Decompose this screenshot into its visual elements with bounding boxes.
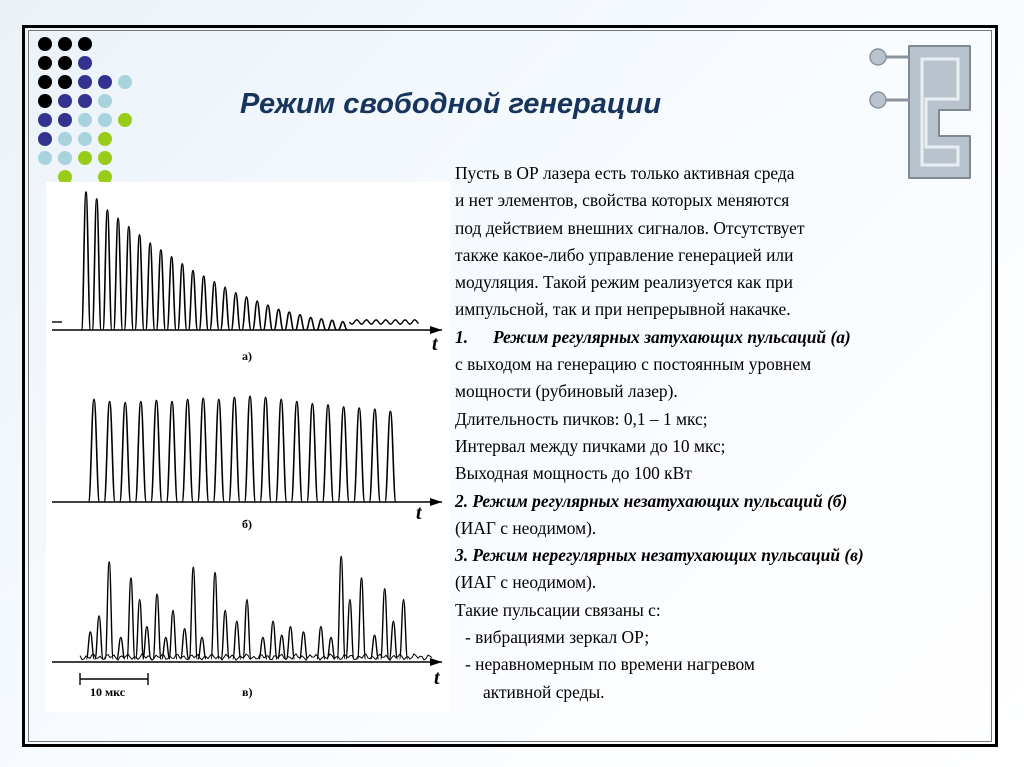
body-line (455, 242, 1000, 269)
decorative-dot (58, 113, 72, 127)
chart-c-pulse (278, 635, 286, 659)
chart-a-pulse (231, 293, 240, 330)
chart-b-pulse (104, 402, 115, 502)
decorative-dot (98, 132, 112, 146)
chart-a-pulse (178, 264, 187, 330)
decorative-dot (78, 94, 92, 108)
body-line (455, 351, 1000, 378)
body-line-text: Длительность пичков: 0,1 – 1 мкс; (455, 408, 708, 429)
chart-a-pulse (338, 322, 347, 330)
chart-b-pulse (338, 407, 349, 502)
chart-c-pulse (189, 567, 197, 659)
chart-c-pulse (127, 578, 135, 659)
body-line-text: Режим регулярных затухающих пульсаций (а) (493, 326, 851, 347)
chart-c-pulse (117, 637, 125, 659)
body-line-text: мощности (рубиновый лазер). (455, 381, 678, 402)
chart-a-pulse (82, 192, 91, 330)
decorative-dot (38, 113, 52, 127)
chart-c-pulse (143, 627, 151, 659)
chart-c-pulse (136, 600, 144, 659)
body-line-text: - вибрациями зеркал ОР; (465, 627, 650, 648)
chart-a-pulse (167, 257, 176, 330)
chart-c-pulse (300, 632, 308, 659)
chart-c-pulse (317, 627, 325, 659)
body-line (455, 406, 1000, 433)
chart-a-pulse (114, 218, 123, 330)
chart-c-label: в) (242, 685, 253, 699)
body-line (455, 160, 1000, 187)
slide-body-text (455, 160, 1000, 706)
chart-c-pulse (337, 556, 345, 659)
chart-a-pulse (221, 287, 230, 330)
chart-b-pulse (89, 399, 100, 502)
chart-c-pulse (153, 594, 161, 659)
body-line (455, 542, 1000, 569)
body-line (455, 460, 1000, 487)
chart-c-axis-arrow-icon (430, 658, 442, 666)
decorative-dot (98, 94, 112, 108)
chart-b-pulse (229, 397, 240, 502)
decorative-dot (78, 56, 92, 70)
decorative-dot (58, 37, 72, 51)
body-line-text: импульсной, так и при непрерывной накачке. (455, 299, 791, 320)
chart-a-pulse (317, 319, 326, 330)
chart-b-pulse (385, 411, 396, 502)
chart-a-pulse (156, 250, 165, 330)
chart-a-pulse (124, 227, 133, 331)
chart-b-pulse (354, 408, 365, 502)
chart-b-pulse (151, 400, 162, 502)
body-line (455, 187, 1000, 214)
body-line-text: 2. Режим регулярных незатухающих пульсаций (б) (455, 490, 848, 511)
body-line-text: Пусть в ОР лазера есть только активная среда (455, 163, 795, 183)
body-line (455, 296, 1000, 323)
chart-a-pulse (242, 297, 251, 330)
decorative-dot (78, 113, 92, 127)
chart-b-pulse (245, 396, 256, 502)
chart-a-pulse (253, 301, 262, 330)
decorative-dot (78, 37, 92, 51)
chart-a-pulse (285, 312, 294, 330)
body-line-text: (ИАГ с неодимом). (455, 572, 597, 593)
body-line (455, 378, 1000, 405)
chart-c-pulse (169, 610, 177, 659)
slide-title: Режим свободной генерации (240, 88, 662, 120)
chart-b-label: б) (242, 517, 252, 531)
decorative-dot (38, 132, 52, 146)
chart-a-pulse (306, 318, 315, 330)
chart-c-pulse (346, 600, 354, 659)
chart-c-pulse (181, 629, 189, 659)
body-line-text: с выходом на генерацию с постоянным уровнем (455, 354, 812, 375)
chart-a-pulse (103, 210, 112, 330)
decorative-dot (98, 151, 112, 165)
decorative-dot (38, 56, 52, 70)
body-line-text: и нет элементов, свойства которых меняются (455, 190, 790, 211)
chart-c-pulse (211, 573, 219, 659)
chart-c-pulse (371, 635, 379, 659)
decorative-dot (38, 94, 52, 108)
chart-c-scale-label: 10 мкс (90, 685, 126, 699)
chart-a-steady-ripple (350, 320, 419, 324)
chart-c-pulse (389, 621, 397, 659)
chart-c-pulse (269, 621, 277, 659)
decorative-dot (58, 132, 72, 146)
decorative-dot (118, 113, 132, 127)
decorative-dot (58, 151, 72, 165)
chart-c-pulse (327, 637, 335, 659)
oscillogram-plots (46, 182, 450, 712)
decorative-dot (98, 75, 112, 89)
decorative-dot (118, 75, 132, 89)
body-line (455, 324, 1000, 351)
chart-a-pulse (146, 243, 155, 330)
decorative-dot (38, 75, 52, 89)
chart-a-pulse (263, 305, 272, 330)
chart-b-pulse (135, 402, 146, 502)
chart-c-pulse (400, 600, 408, 659)
chart-b-pulse (307, 404, 318, 502)
body-line-text: - неравномерным по времени нагревом (465, 654, 755, 675)
body-line-text: Такие пульсации связаны с: (455, 599, 661, 620)
chart-b-pulse (323, 405, 334, 502)
chart-c-pulse (243, 600, 251, 659)
chart-b-pulse (213, 399, 224, 502)
body-line (455, 215, 1000, 242)
chart-b-pulse (369, 409, 380, 502)
chart-b-pulse (276, 399, 287, 502)
decorative-dot (58, 56, 72, 70)
chart-a-pulse (199, 276, 208, 330)
body-line (455, 597, 1000, 624)
decorative-dot (98, 113, 112, 127)
body-line-text: также какое-либо управление генерацией или (455, 244, 794, 265)
decorative-dot (38, 151, 52, 165)
body-line-text: активной среды. (483, 681, 605, 702)
chart-a-pulse (189, 271, 198, 330)
body-line-text: Интервал между пичками до 10 мкс; (455, 435, 726, 456)
chart-b-axis-arrow-icon (430, 498, 442, 506)
chart-a-axis-t: t (432, 333, 438, 355)
body-line (455, 433, 1000, 460)
chart-c-axis-t: t (434, 667, 440, 689)
body-line (455, 515, 1000, 542)
body-line-text: Выходная мощность до 100 кВт (455, 463, 692, 484)
chart-a-pulse (274, 309, 283, 330)
chart-a-pulse (328, 320, 337, 330)
decorative-dot (38, 37, 52, 51)
body-line (455, 488, 1000, 515)
decorative-dot (78, 132, 92, 146)
oscillogram-panel (46, 182, 450, 712)
body-line (455, 679, 1000, 706)
chart-c-pulse (95, 616, 103, 659)
decorative-dot (58, 94, 72, 108)
chart-c-pulse (233, 621, 241, 659)
chart-c-pulse (105, 562, 113, 659)
chart-b-pulse (120, 403, 131, 502)
chart-a-pulse (135, 235, 144, 330)
chart-c-pulse (381, 589, 389, 659)
decorative-dot-grid (38, 37, 138, 187)
chart-c-pulse (162, 637, 170, 659)
body-line-text: 3. Режим нерегулярных незатухающих пульсаций (в) (455, 545, 864, 566)
body-line-text: (ИАГ с неодимом). (455, 517, 597, 538)
body-line (455, 651, 1000, 678)
body-line (455, 269, 1000, 296)
chart-b-axis-t: t (416, 502, 422, 524)
chart-b-pulse (260, 397, 271, 502)
body-line (455, 624, 1000, 651)
chart-a-pulse (210, 282, 219, 330)
chart-b-pulse (182, 399, 193, 502)
decorative-dot (78, 151, 92, 165)
chart-b-pulse (167, 402, 178, 502)
body-line (455, 569, 1000, 596)
chart-c-pulse (198, 637, 206, 659)
list-number: 1. (455, 326, 469, 347)
chart-b-pulse (198, 398, 209, 502)
chart-a-label: а) (242, 349, 252, 363)
chart-c-pulse (221, 610, 229, 659)
chart-c-pulse (358, 578, 366, 659)
chart-a-pulse (92, 199, 101, 330)
decorative-dot (78, 75, 92, 89)
chart-c-pulse (286, 627, 294, 659)
chart-b-pulse (291, 402, 302, 502)
decorative-dot (58, 75, 72, 89)
chart-a-pulse (296, 315, 305, 330)
chart-c-noise (80, 654, 432, 661)
body-line-text: модуляция. Такой режим реализуется как при (455, 272, 793, 293)
body-line-text: под действием внешних сигналов. Отсутствует (455, 217, 805, 238)
